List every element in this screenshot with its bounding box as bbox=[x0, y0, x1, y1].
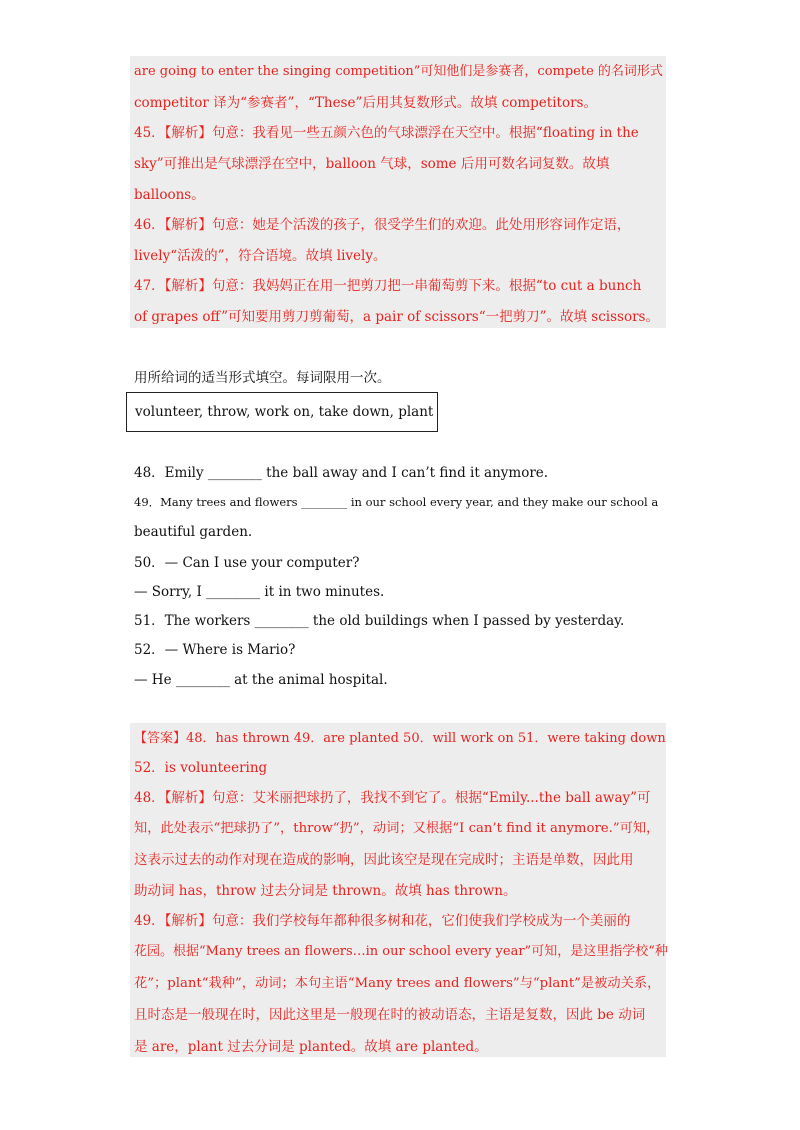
analysis-line: lively“活泼的”，符合语境。故填 lively。 bbox=[134, 248, 387, 264]
answer-line: 【答案】48．has thrown 49．are planted 50．will work on 51．were taking down bbox=[134, 731, 666, 746]
question-line: — He ________ at the animal hospital. bbox=[134, 672, 388, 688]
analysis-line: 花”；plant“栽种”，动词；本句主语“Many trees and flowers”与“plant”是被动关系， bbox=[134, 976, 661, 991]
question-line: beautiful garden. bbox=[134, 524, 253, 540]
question-line: 52．— Where is Mario? bbox=[134, 642, 296, 658]
analysis-line: 48．【解析】句意：艾米丽把球扔了，我找不到它了。根据“Emily...the ball away”可 bbox=[134, 790, 651, 806]
question-line: 49．Many trees and flowers ________ in our school every year, and they make our school a bbox=[134, 495, 659, 509]
analysis-line: 45．【解析】句意：我看见一些五颜六色的气球漂浮在天空中。根据“floating in the bbox=[134, 125, 639, 141]
analysis-line: 47．【解析】句意：我妈妈正在用一把剪刀把一串葡萄剪下来。根据“to cut a bunch bbox=[134, 278, 642, 294]
word-box bbox=[126, 392, 438, 432]
analysis-line: 49．【解析】句意：我们学校每年都种很多树和花，它们使我们学校成为一个美丽的 bbox=[134, 913, 631, 929]
analysis-line: sky”可推出是气球漂浮在空中，balloon 气球，some 后用可数名词复数。故填 bbox=[134, 156, 610, 172]
answer-line: 52．is volunteering bbox=[134, 760, 268, 776]
analysis-line: 46．【解析】句意：她是个活泼的孩子，很受学生们的欢迎。此处用形容词作定语， bbox=[134, 217, 631, 233]
analysis-line: 知，此处表示“把球扔了”，throw“扔”，动词；又根据“I can’t find it anymore.”可知， bbox=[134, 821, 660, 836]
analysis-line: competitor 译为“参赛者”，“These”后用其复数形式。故填 competitors。 bbox=[134, 95, 597, 111]
analysis-line: balloons。 bbox=[134, 187, 205, 203]
analysis-line: are going to enter the singing competition”可知他们是参赛者，compete 的名词形式 bbox=[134, 64, 663, 79]
question-line: 51．The workers ________ the old buildings when I passed by yesterday. bbox=[134, 613, 625, 629]
analysis-line: of grapes off”可知要用剪刀剪葡萄，a pair of scissors“一把剪刀”。故填 scissors。 bbox=[134, 309, 659, 325]
analysis-line: 花园。根据“Many trees an flowers…in our school every year”可知，是这里指学校“种 bbox=[134, 944, 668, 959]
instruction: 用所给词的适当形式填空。每词限用一次。 bbox=[134, 370, 391, 386]
question-line: 48．Emily ________ the ball away and I can’t find it anymore. bbox=[134, 465, 549, 481]
analysis-line: 是 are，plant 过去分词是 planted。故填 are planted。 bbox=[134, 1039, 488, 1055]
question-line: — Sorry, I ________ it in two minutes. bbox=[134, 584, 385, 600]
analysis-line: 且时态是一般现在时，因此这里是一般现在时的被动语态，主语是复数，因此 be 动词 bbox=[134, 1007, 646, 1023]
question-line: 50．— Can I use your computer? bbox=[134, 555, 360, 571]
analysis-line: 这表示过去的动作对现在造成的影响，因此该空是现在完成时；主语是单数，因此用 bbox=[134, 852, 634, 868]
word-box-text: volunteer, throw, work on, take down, plant bbox=[135, 404, 434, 420]
analysis-line: 助动词 has，throw 过去分词是 thrown。故填 has thrown。 bbox=[134, 883, 517, 899]
